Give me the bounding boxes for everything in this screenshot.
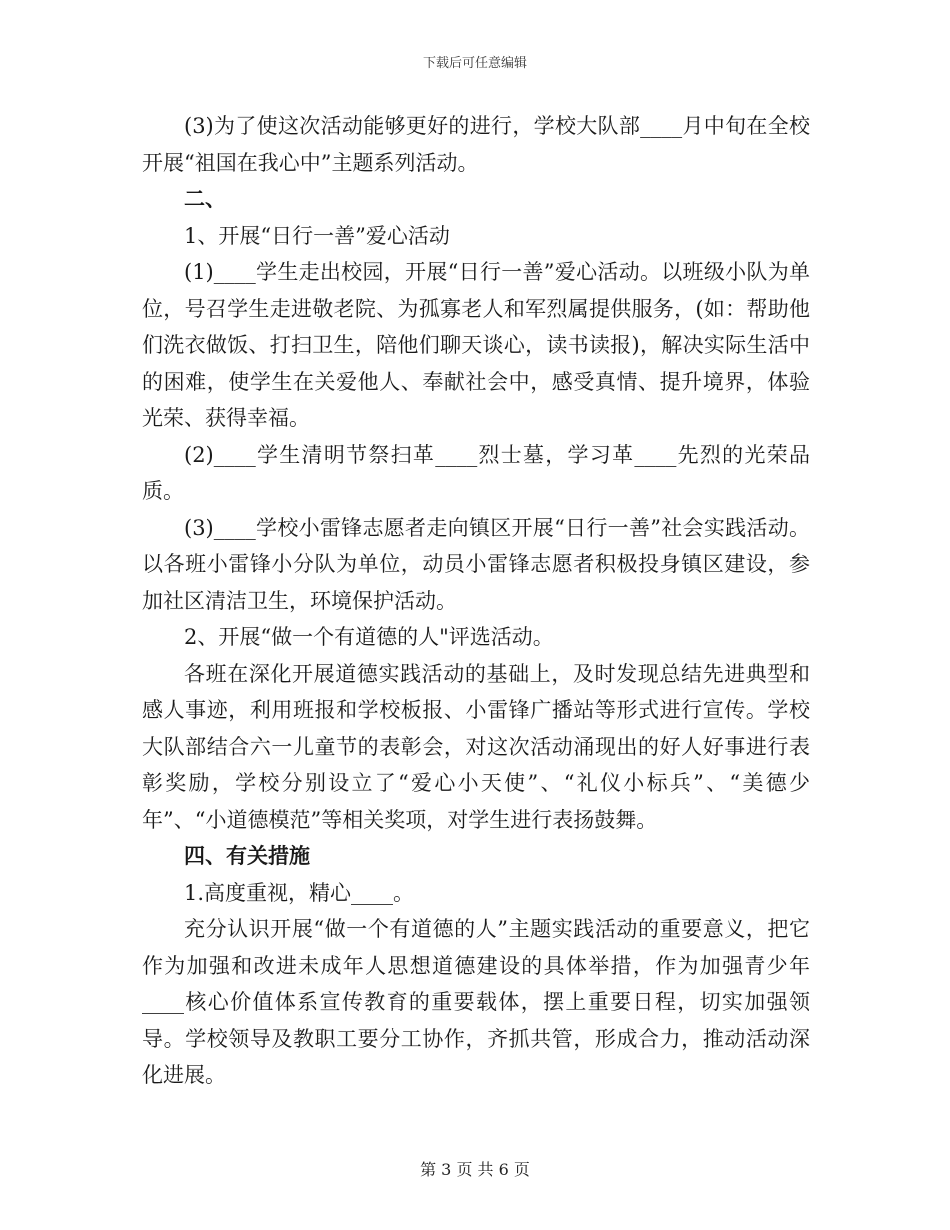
section-heading-two: 二、 (184, 186, 226, 211)
paragraph-activity-3: (3)为了使这次活动能够更好的进行，学校大队部____月中旬在全校开展“祖国在我心中”主题系列活动。 (142, 114, 810, 175)
paragraph-significance: 充分认识开展“做一个有道德的人”主题实践活动的重要意义，把它作为加强和改进未成年人思想道德建设的具体举措，作为加强青少年____核心价值体系宣传教育的重要载体，摆上重要日程，切实加强领导。学校领导及教职工要分工协作，齐抓共管，形成合力，推动活动深化进展。 (142, 917, 810, 1087)
paragraph-item-1: (1)____学生走出校园，开展“日行一善”爱心活动。以班级小队为单位，号召学生走进敬老院、为孤寡老人和军烈属提供服务，(如：帮助他们洗衣做饭、打扫卫生，陪他们聊天谈心，读书读报)，解决实际生活中的困难，使学生在关爱他人、奉献社会中，感受真情、提升境界，体验光荣、获得幸福。 (142, 260, 810, 430)
section-heading-measures: 四、有关措施 (184, 843, 310, 868)
page-footer: 第 3 页 共 6 页 (420, 1160, 530, 1179)
subheading-attention: 1.高度重视，精心____。 (184, 880, 415, 905)
paragraph-item-2: (2)____学生清明节祭扫革____烈士墓，学习革____先烈的光荣品质。 (142, 442, 810, 503)
paragraph-item-3: (3)____学校小雷锋志愿者走向镇区开展“日行一善”社会实践活动。以各班小雷锋小分队为单位，动员小雷锋志愿者积极投身镇区建设，参加社区清洁卫生，环境保护活动。 (142, 515, 810, 613)
page-header: 下载后可任意编辑 (422, 56, 527, 71)
document-body (142, 108, 810, 1094)
subheading-daily-good-deed: 1、开展“日行一善”爱心活动 (184, 223, 450, 248)
paragraph-class-practice: 各班在深化开展道德实践活动的基础上，及时发现总结先进典型和感人事迹，利用班报和学校板报、小雷锋广播站等形式进行宣传。学校大队部结合六一儿童节的表彰会，对这次活动涌现出的好人好事进行表彰奖励，学校分别设立了“爱心小天使”、“礼仪小标兵”、“美德少年”、“小道德模范”等相关奖项，对学生进行表扬鼓舞。 (142, 661, 810, 832)
subheading-moral-person: 2、开展“做一个有道德的人"评选活动。 (184, 625, 554, 649)
